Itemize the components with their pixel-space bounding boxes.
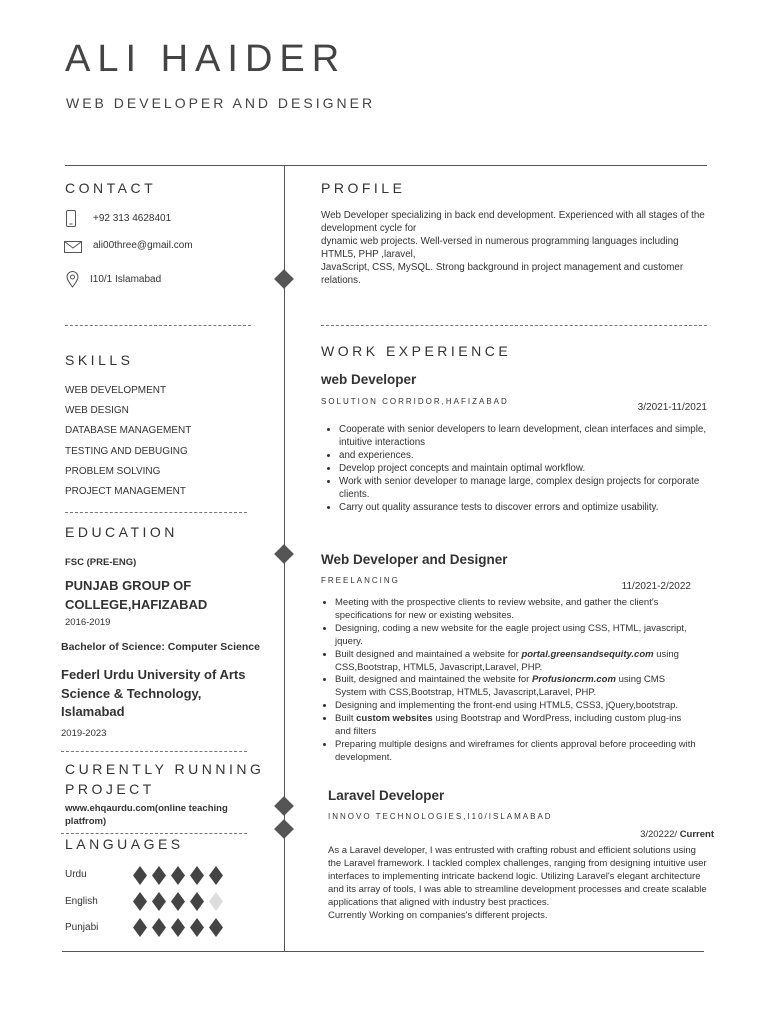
rating-diamond: [152, 918, 166, 937]
section-divider: [61, 833, 247, 834]
profile-heading: PROFILE: [321, 180, 406, 196]
website-link[interactable]: Profusioncrm.com: [532, 674, 616, 686]
rating-diamond: [190, 918, 204, 937]
profile-text: Web Developer specializing in back end development. Experienced with all stages of the development cycle for dynamic web projects. Well-versed in numerous programming languages including HTML5, PHP ,laravel, JavaScript, CSS, MySQL. Strong background in project management and customer relations.: [321, 210, 705, 286]
divider-diamond: [274, 819, 294, 839]
list-item: • Designing, coding a new website for the eagle project using CSS, HTML, javascript, jquery.: [335, 623, 697, 649]
education-degree: FSC (PRE-ENG): [65, 557, 137, 568]
education-heading: EDUCATION: [65, 524, 178, 540]
phone-icon: [66, 210, 76, 232]
job-title: web Developer: [321, 372, 417, 387]
skill-item: DATABASE MANAGEMENT: [65, 425, 192, 436]
rating-diamond: [171, 892, 185, 911]
project-heading: CURENTLY RUNNING PROJECT: [65, 761, 265, 797]
mail-icon: [64, 240, 82, 258]
list-item: • Carry out quality assurance tests to discover errors and optimize usability.: [339, 501, 707, 514]
job-company: SOLUTION CORRIDOR,HAFIZABAD: [321, 397, 509, 406]
list-item: • Designing and implementing the front-end using HTML5, CSS3, jQuery,bootstrap.: [335, 700, 697, 713]
list-item: • Work with senior developer to manage large, complex design projects for corporate clients.: [339, 475, 707, 501]
email-address: ali00three@gmail.com: [93, 240, 193, 251]
skill-item: WEB DESIGN: [65, 405, 129, 416]
section-divider: [61, 751, 247, 752]
language-name: English: [65, 896, 98, 907]
languages-heading: LANGUAGES: [65, 836, 184, 852]
list-item: • Preparing multiple designs and wireframes for clients approval before proceeding with development.: [335, 739, 697, 765]
language-name: Urdu: [65, 869, 87, 880]
location-pin-icon: [66, 271, 79, 293]
rating-diamond: [133, 866, 147, 885]
resume-name: ALI HAIDER: [65, 38, 347, 80]
bottom-rule: [62, 951, 704, 952]
section-divider: [65, 512, 247, 513]
education-years: 2019-2023: [61, 728, 107, 739]
job-title: Laravel Developer: [328, 788, 445, 803]
language-rating: [133, 892, 223, 911]
rating-diamond: [209, 866, 223, 885]
divider-diamond: [274, 796, 294, 816]
contact-heading: CONTACT: [65, 180, 157, 196]
website-link[interactable]: portal.greensandsequity.com: [521, 648, 654, 660]
rating-diamond: [190, 866, 204, 885]
skill-item: TESTING AND DEBUGING: [65, 446, 188, 457]
rating-diamond: [209, 918, 223, 937]
skills-heading: SKILLS: [65, 352, 134, 368]
job-dates: 3/20222/ Current: [640, 829, 714, 840]
education-school: Federl Urdu University of Arts Science & Technology, Islamabad: [61, 667, 246, 719]
list-item: • Develop project concepts and maintain optimal workflow.: [339, 462, 707, 475]
job-company: INNOVO TECHNOLOGIES,I10/ISLAMABAD: [328, 812, 553, 821]
divider-diamond: [274, 269, 294, 289]
list-item: • Built, designed and maintained the website for Profusioncrm.com using CMS System with CSS,Bootstrap, HTML5, Javascript,Laravel, PHP.: [335, 674, 697, 700]
job-title: Web Developer and Designer: [321, 552, 508, 567]
rating-diamond: [171, 866, 185, 885]
list-item: • Built custom websites using Bootstrap and WordPress, including custom plug-ins and filters: [335, 713, 697, 739]
work-heading: WORK EXPERIENCE: [321, 343, 512, 359]
list-item: • and experiences.: [339, 449, 707, 462]
skill-item: WEB DEVELOPMENT: [65, 385, 167, 396]
rating-diamond: [209, 892, 223, 911]
resume-title: WEB DEVELOPER AND DESIGNER: [66, 95, 376, 111]
job-description: As a Laravel developer, I was entrusted with crafting robust and efficient solutions using the Laravel framework. I tackled complex challenges, ranging from designing intuitive user interfaces to implementing intricate backend logic. Utilizing Laravel's elegant architecture and its array of tools, I was able to streamline development processes and create scalable applications that aligned with industry best practices. Currently Working on companies's different projects.: [328, 845, 707, 921]
rating-diamond: [171, 918, 185, 937]
education-degree: Bachelor of Science: Computer Science: [61, 641, 260, 653]
top-rule: [65, 165, 707, 166]
job-company: FREELANCING: [321, 576, 400, 585]
language-rating: [133, 918, 223, 937]
phone-number: +92 313 4628401: [93, 213, 172, 224]
skill-item: PROBLEM SOLVING: [65, 466, 161, 477]
list-item: • Cooperate with senior developers to learn development, clean interfaces and simple, intuitive interactions: [339, 423, 707, 449]
education-school: PUNJAB GROUP OF COLLEGE,HAFIZABAD: [65, 578, 208, 612]
rating-diamond: [133, 918, 147, 937]
section-divider: [65, 325, 251, 326]
skill-item: PROJECT MANAGEMENT: [65, 486, 186, 497]
language-name: Punjabi: [65, 922, 99, 933]
rating-diamond: [152, 892, 166, 911]
section-divider: [321, 325, 707, 326]
rating-diamond: [190, 892, 204, 911]
rating-diamond: [133, 892, 147, 911]
list-item: • Meeting with the prospective clients to review website, and gather the client's specifications for new or existing websites.: [335, 597, 697, 623]
project-link[interactable]: www.ehqaurdu.com(online teaching platfrom): [65, 803, 228, 827]
list-item: • Built designed and maintained a website for portal.greensandsequity.com using CSS,Bootstrap, HTML5, Javascript,Laravel, PHP.: [335, 649, 697, 675]
language-rating: [133, 866, 223, 885]
job-bullets: [321, 423, 707, 514]
education-years: 2016-2019: [65, 617, 111, 628]
job-dates: 3/2021-11/2021: [637, 402, 707, 413]
job-dates: 11/2021-2/2022: [621, 581, 691, 592]
divider-diamond: [274, 544, 294, 564]
job-bullets: [317, 597, 697, 765]
location: I10/1 Islamabad: [90, 274, 162, 285]
rating-diamond: [152, 866, 166, 885]
